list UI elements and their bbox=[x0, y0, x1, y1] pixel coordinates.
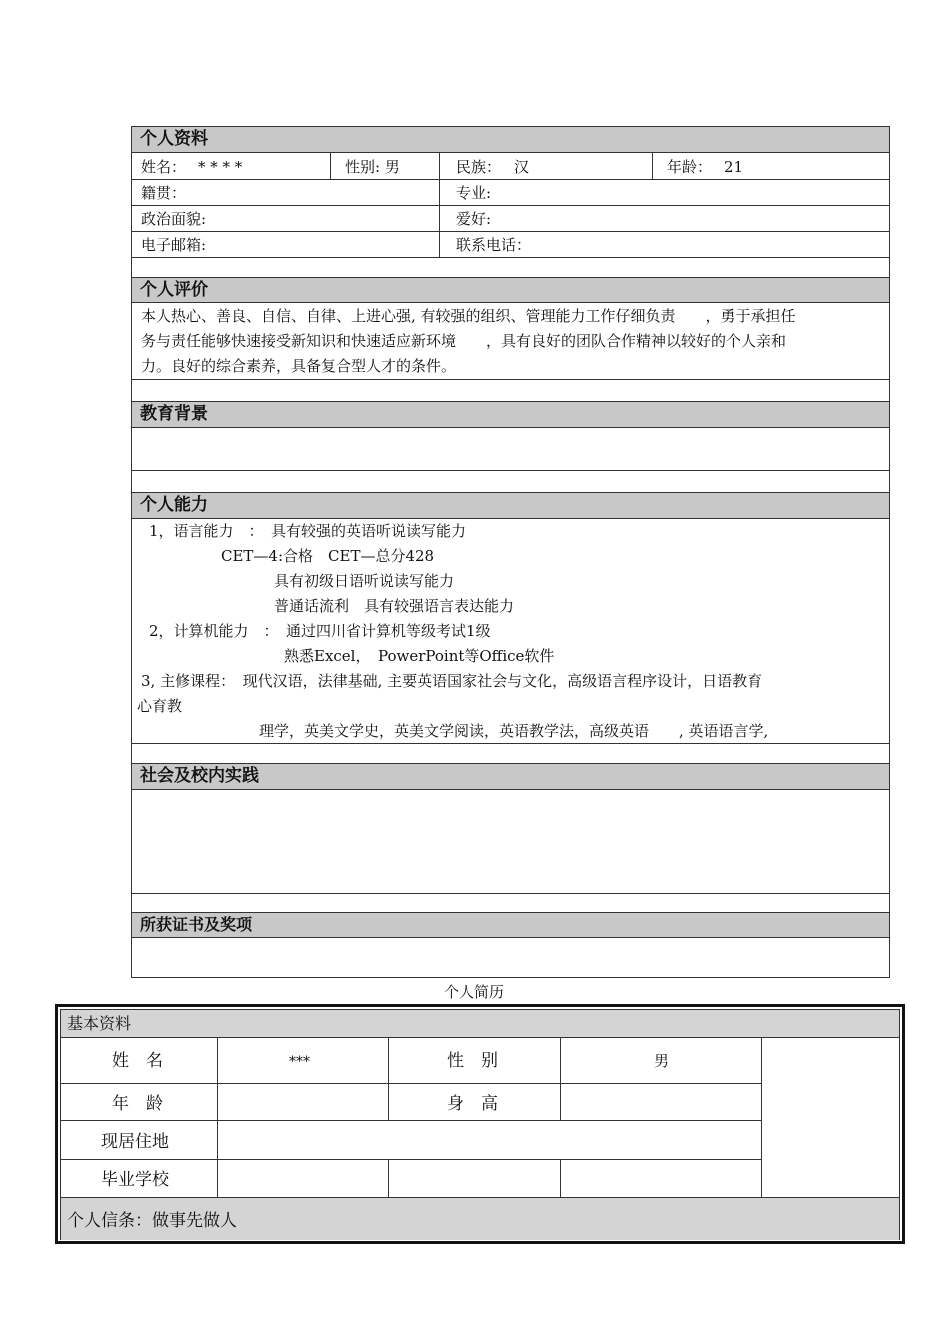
col-divider bbox=[560, 1159, 561, 1197]
self-evaluation-line: 本人热心、善良、自信、自律、上进心强, 有较强的组织、管理能力工作仔细负责 ，勇于承担任 bbox=[141, 307, 796, 325]
photo-placeholder bbox=[762, 1038, 899, 1197]
col-divider bbox=[652, 153, 653, 179]
basic-info-table bbox=[55, 1004, 905, 1244]
row-divider bbox=[132, 179, 889, 180]
ability-line: 理学，英美文学史，英美文学阅读，英语教学法，高级英语 , 英语语言学, bbox=[259, 722, 769, 740]
row-divider bbox=[132, 743, 889, 744]
self-evaluation-header: 个人评价 bbox=[132, 277, 889, 303]
personal-resume-table bbox=[131, 126, 890, 978]
ability-line: 熟悉Excel， PowerPoint等Office软件 bbox=[284, 647, 555, 665]
awards-header: 所获证书及奖项 bbox=[132, 912, 889, 938]
abilities-header: 个人能力 bbox=[132, 492, 889, 519]
personal-motto: 个人信条：做事先做人 bbox=[67, 1211, 237, 1231]
name-value: *** bbox=[289, 1054, 310, 1070]
gender-field: 性别: 男 bbox=[345, 158, 400, 176]
phone-field: 联系电话： bbox=[456, 236, 532, 254]
ethnicity-value: 汉 bbox=[514, 158, 530, 176]
political-status-field: 政治面貌: bbox=[141, 210, 207, 228]
ability-line: 3, 主修课程： 现代汉语，法律基础, 主要英语国家社会与文化，高级语言程序设计，日语教育 bbox=[141, 672, 763, 690]
col-divider bbox=[388, 1037, 389, 1120]
name-label: 姓 名 bbox=[112, 1051, 163, 1071]
school-label: 毕业学校 bbox=[101, 1170, 169, 1190]
major-field: 专业: bbox=[456, 184, 492, 202]
row-divider bbox=[61, 1120, 761, 1121]
resume-title: 个人简历 bbox=[444, 983, 505, 1001]
education-header: 教育背景 bbox=[132, 401, 889, 428]
name-value: * * * * bbox=[198, 158, 243, 176]
col-divider bbox=[388, 1159, 389, 1197]
hobbies-field: 爱好: bbox=[456, 210, 492, 228]
row-divider bbox=[132, 231, 889, 232]
age-label: 年 龄 bbox=[112, 1094, 163, 1114]
gender-value: 男 bbox=[654, 1052, 670, 1070]
col-divider bbox=[560, 1037, 561, 1120]
basic-info-header-bar bbox=[61, 1010, 899, 1038]
height-label: 身 高 bbox=[447, 1094, 498, 1114]
self-evaluation-line: 务与责任能够快速接受新知识和快速适应新环境 ，具有良好的团队合作精神以较好的个人亲和 bbox=[141, 332, 787, 350]
row-divider bbox=[61, 1159, 761, 1160]
native-place-field: 籍贯： bbox=[141, 184, 187, 202]
ability-line: 心育教 bbox=[137, 697, 183, 715]
col-divider bbox=[330, 153, 331, 179]
ability-line: 2，计算机能力 ： 通过四川省计算机等级考试1级 bbox=[149, 622, 491, 640]
personal-info-header: 个人资料 bbox=[132, 127, 889, 153]
ability-line: 具有初级日语听说读写能力 bbox=[274, 572, 455, 590]
col-divider bbox=[217, 1037, 218, 1197]
ethnicity-label: 民族： bbox=[456, 158, 502, 176]
self-evaluation-line: 力。良好的综合素养，具备复合型人才的条件。 bbox=[141, 357, 457, 375]
row-divider bbox=[132, 205, 889, 206]
ability-line: CET—4:合格 CET—总分428 bbox=[221, 547, 435, 565]
basic-info-header: 基本资料 bbox=[67, 1014, 132, 1033]
ability-line: 普通话流利 具有较强语言表达能力 bbox=[274, 597, 515, 615]
ability-line: 1，语言能力 ： 具有较强的英语听说读写能力 bbox=[149, 522, 467, 540]
address-label: 现居住地 bbox=[101, 1132, 169, 1152]
gender-label: 性 别 bbox=[447, 1051, 498, 1071]
row-divider bbox=[132, 257, 889, 258]
practice-header: 社会及校内实践 bbox=[132, 763, 889, 790]
age-label: 年龄： bbox=[667, 158, 713, 176]
email-field: 电子邮箱: bbox=[141, 236, 207, 254]
name-label: 姓名： bbox=[141, 158, 187, 176]
row-divider bbox=[132, 379, 889, 380]
row-divider bbox=[132, 470, 889, 471]
row-divider bbox=[61, 1083, 761, 1084]
age-value: 21 bbox=[724, 158, 744, 176]
row-divider bbox=[132, 893, 889, 894]
